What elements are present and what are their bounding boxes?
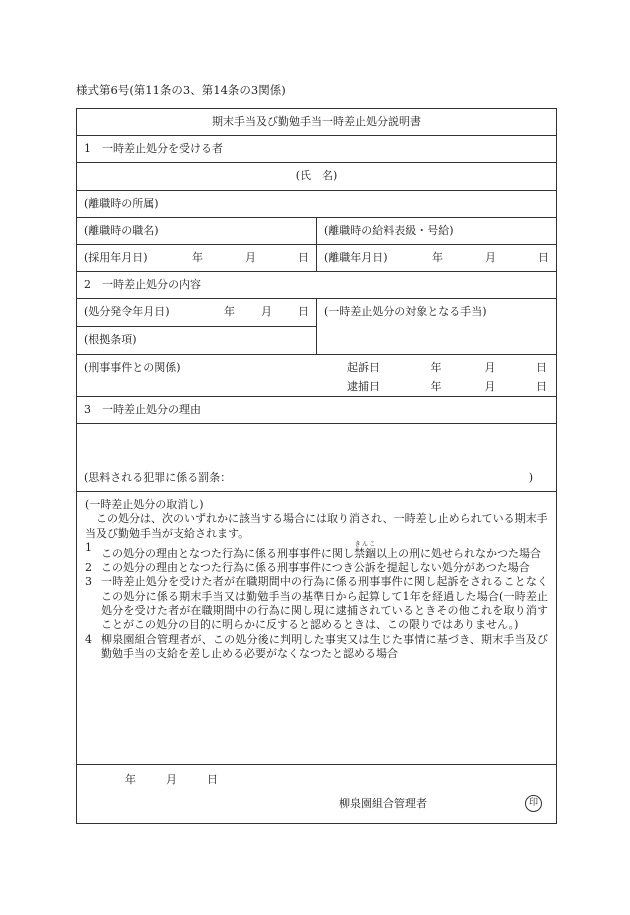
- name-field[interactable]: (氏 名): [77, 163, 557, 191]
- year-unit: 年: [192, 250, 203, 264]
- cancellation-item: [85, 633, 548, 662]
- position-field[interactable]: (離職時の職名): [77, 218, 317, 245]
- cancellation-intro: この処分は、次のいずれかに該当する場合には取り消され、一時差し止められている期末手当及び勤勉手当が支給されます。: [85, 512, 548, 540]
- day-unit: 日: [207, 773, 218, 786]
- separation-date-label: (離職年月日): [324, 250, 388, 264]
- form-number-label: 様式第6号(第11条の3、第14条の3関係): [76, 83, 286, 97]
- year-unit: 年: [125, 773, 136, 786]
- separation-date-field[interactable]: [317, 245, 557, 272]
- year-unit: 年: [430, 361, 442, 374]
- day-unit: 日: [538, 250, 549, 264]
- arrest-date-row: [347, 380, 547, 394]
- item-text-before: この処分の理由となつた行為に係る刑事事件に関し: [101, 546, 354, 560]
- cancellation-notice: [77, 492, 557, 765]
- seal-stamp: 印: [525, 795, 542, 812]
- month-unit: 月: [166, 773, 177, 786]
- day-unit: 日: [298, 250, 309, 264]
- month-unit: 月: [484, 361, 496, 374]
- day-unit: 日: [536, 380, 547, 394]
- form-title: 期末手当及び勤勉手当一時差止処分説明書: [77, 109, 557, 136]
- month-unit: 月: [261, 305, 272, 319]
- ruby-reading: きんこ: [354, 540, 376, 548]
- arrest-label: 逮捕日: [347, 380, 380, 394]
- explanation-form: [76, 108, 557, 824]
- year-unit: 年: [224, 305, 235, 319]
- month-unit: 月: [245, 250, 256, 264]
- reason-field[interactable]: [77, 424, 557, 492]
- section2-heading: 2 一時差止処分の内容: [77, 272, 557, 299]
- item-number: 3: [85, 575, 92, 589]
- item-number: 1: [85, 540, 92, 554]
- signature-block[interactable]: [77, 765, 557, 824]
- year-unit: 年: [432, 250, 443, 264]
- target-allowance-field[interactable]: (一時差止処分の対象となる手当): [317, 299, 557, 355]
- indictment-label: 起訴日: [347, 361, 380, 374]
- cancellation-item: [85, 561, 548, 575]
- month-unit: 月: [485, 250, 496, 264]
- cancellation-heading: (一時差止処分の取消し): [85, 498, 204, 511]
- legal-basis-field[interactable]: (根拠条項): [77, 327, 317, 355]
- hire-date-label: (採用年月日): [84, 250, 148, 264]
- item-number: 2: [85, 561, 92, 575]
- issue-date-field[interactable]: [77, 299, 317, 327]
- month-unit: 月: [484, 380, 496, 394]
- cancellation-item: [85, 575, 548, 632]
- item-number: 4: [85, 632, 92, 646]
- item-text: [101, 541, 548, 561]
- item-text: 柳泉園組合管理者が、この処分後に判明した事実又は生じた事情に基づき、期末手当及び勤勉手当の支給を差し止める必要がなくなつたと認める場合: [101, 632, 548, 660]
- affiliation-field[interactable]: (離職時の所属): [77, 191, 557, 218]
- item-text: 一時差止処分を受けた者が在職期間中の行為に係る刑事事件に関し起訴をされることなくこの処分に係る期末手当又は勤勉手当の基準日から起算して1年を経過した場合(一時差止処分を受けた者が在職期間中の行為に関し現に逮捕されているときその他これを取り消すことがこの処分の目的に明らかに反すると認めるときは、この限りではありません。): [101, 575, 548, 632]
- hire-date-field[interactable]: [77, 245, 317, 272]
- day-unit: 日: [536, 361, 547, 374]
- section3-heading: 3 一時差止処分の理由: [77, 397, 557, 424]
- criminal-case-label: (刑事事件との関係): [84, 361, 181, 374]
- issue-date-label: (処分発令年月日): [84, 305, 170, 319]
- cancellation-item: [85, 541, 548, 561]
- criminal-case-field[interactable]: [77, 355, 557, 397]
- penalty-label: (思料される犯罪に係る罰条：: [84, 470, 232, 484]
- signature-date: [125, 773, 218, 787]
- day-unit: 日: [298, 305, 309, 319]
- salary-grade-field[interactable]: (離職時の給料表級・号給): [317, 218, 557, 245]
- issuer-name: 柳泉園組合管理者: [339, 797, 427, 810]
- penalty-close: ): [528, 470, 533, 484]
- item-text-after: 以上の刑に処せられなかつた場合: [376, 546, 541, 560]
- ruby-base: 禁錮: [354, 546, 376, 560]
- ruby-kinko: [354, 540, 376, 560]
- item-text: この処分の理由となつた行為に係る刑事事件につき公訴を提起しない処分があつた場合: [101, 561, 530, 575]
- section1-heading: 1 一時差止処分を受ける者: [77, 136, 557, 163]
- year-unit: 年: [430, 380, 442, 394]
- indictment-date-row: [347, 361, 547, 375]
